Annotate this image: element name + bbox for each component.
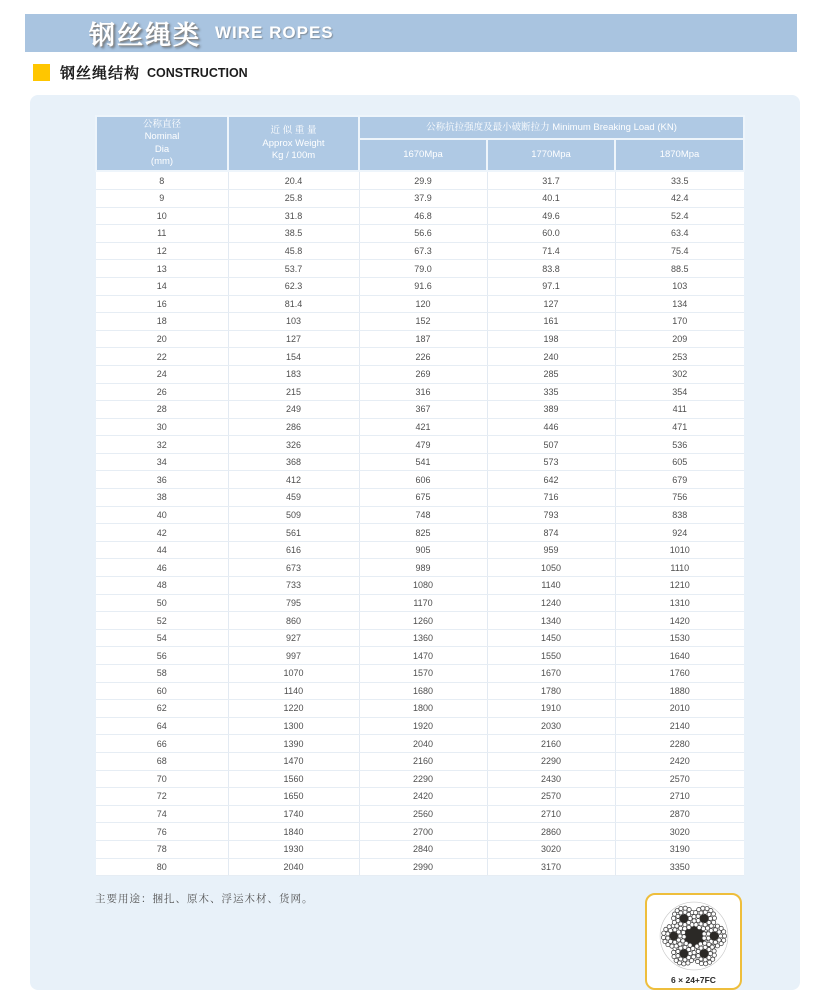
table-cell: 83.8 <box>487 260 615 278</box>
table-cell: 40 <box>96 506 228 524</box>
table-row <box>96 489 744 507</box>
table-body <box>96 171 744 875</box>
table-cell: 642 <box>487 471 615 489</box>
table-cell: 860 <box>228 612 359 630</box>
table-cell: 16 <box>96 295 228 313</box>
table-cell: 28 <box>96 401 228 419</box>
table-cell: 10 <box>96 207 228 225</box>
table-cell: 1310 <box>615 594 744 612</box>
table-cell: 25.8 <box>228 189 359 207</box>
table-cell: 24 <box>96 365 228 383</box>
table-cell: 606 <box>359 471 487 489</box>
table-cell: 63.4 <box>615 225 744 243</box>
table-cell: 46 <box>96 559 228 577</box>
table-cell: 756 <box>615 489 744 507</box>
table-cell: 1450 <box>487 629 615 647</box>
table-cell: 1470 <box>359 647 487 665</box>
table-row <box>96 225 744 243</box>
table-row <box>96 171 744 189</box>
header-line: 近 似 重 量 <box>270 125 317 137</box>
table-cell: 31.8 <box>228 207 359 225</box>
table-cell: 2840 <box>359 840 487 858</box>
table-cell: 459 <box>228 489 359 507</box>
table-cell: 673 <box>228 559 359 577</box>
table-cell: 389 <box>487 401 615 419</box>
table-cell: 215 <box>228 383 359 401</box>
table-cell: 421 <box>359 418 487 436</box>
header-breaking-load: 公称抗拉强度及最小破断拉力 Minimum Breaking Load (KN) <box>359 116 744 139</box>
table-cell: 507 <box>487 436 615 454</box>
table-row <box>96 770 744 788</box>
table-cell: 541 <box>359 453 487 471</box>
table-cell: 76 <box>96 823 228 841</box>
table-row <box>96 471 744 489</box>
table-cell: 67.3 <box>359 242 487 260</box>
table-cell: 573 <box>487 453 615 471</box>
table-cell: 1110 <box>615 559 744 577</box>
table-cell: 30 <box>96 418 228 436</box>
table-cell: 1140 <box>228 682 359 700</box>
table-cell: 60.0 <box>487 225 615 243</box>
table-cell: 2420 <box>615 752 744 770</box>
table-cell: 74 <box>96 805 228 823</box>
table-cell: 316 <box>359 383 487 401</box>
table-cell: 2040 <box>359 735 487 753</box>
table-row <box>96 277 744 295</box>
table-cell: 40.1 <box>487 189 615 207</box>
yellow-bullet-square <box>33 64 50 81</box>
table-cell: 1650 <box>228 788 359 806</box>
table-cell: 285 <box>487 365 615 383</box>
table-cell: 1360 <box>359 629 487 647</box>
table-cell: 446 <box>487 418 615 436</box>
table-row <box>96 629 744 647</box>
table-cell: 3020 <box>615 823 744 841</box>
table-cell: 2280 <box>615 735 744 753</box>
table-cell: 2290 <box>359 770 487 788</box>
usage-note: 主要用途：捆扎、原木、浮运木材、货网。 <box>95 893 314 905</box>
table-row <box>96 295 744 313</box>
table-cell: 748 <box>359 506 487 524</box>
header-grade-1870: 1870Mpa <box>615 139 744 171</box>
table-cell: 536 <box>615 436 744 454</box>
table-cell: 471 <box>615 418 744 436</box>
table-cell: 1420 <box>615 612 744 630</box>
table-cell: 11 <box>96 225 228 243</box>
table-cell: 152 <box>359 313 487 331</box>
table-cell: 38 <box>96 489 228 507</box>
table-cell: 71.4 <box>487 242 615 260</box>
section-header <box>33 62 248 83</box>
table-cell: 42 <box>96 524 228 542</box>
table-cell: 29.9 <box>359 171 487 189</box>
table-cell: 795 <box>228 594 359 612</box>
header-grade-1770: 1770Mpa <box>487 139 615 171</box>
table-cell: 72 <box>96 788 228 806</box>
table-cell: 1170 <box>359 594 487 612</box>
header-line: Approx Weight <box>262 137 325 149</box>
table-header <box>96 116 744 171</box>
table-row <box>96 805 744 823</box>
table-cell: 66 <box>96 735 228 753</box>
table-row <box>96 189 744 207</box>
table-cell: 2990 <box>359 858 487 876</box>
table-cell: 368 <box>228 453 359 471</box>
header-nominal-dia <box>96 116 228 171</box>
table-cell: 37.9 <box>359 189 487 207</box>
table-cell: 509 <box>228 506 359 524</box>
table-cell: 1550 <box>487 647 615 665</box>
table-cell: 253 <box>615 348 744 366</box>
table-cell: 3020 <box>487 840 615 858</box>
table-cell: 825 <box>359 524 487 542</box>
table-cell: 2560 <box>359 805 487 823</box>
table-cell: 64 <box>96 717 228 735</box>
table-cell: 2290 <box>487 752 615 770</box>
table-cell: 52 <box>96 612 228 630</box>
table-cell: 3170 <box>487 858 615 876</box>
header-grade-1670: 1670Mpa <box>359 139 487 171</box>
table-cell: 793 <box>487 506 615 524</box>
table-cell: 2700 <box>359 823 487 841</box>
table-cell: 2140 <box>615 717 744 735</box>
section-title-chinese: 钢丝绳结构 <box>60 65 141 82</box>
table-cell: 927 <box>228 629 359 647</box>
table-cell: 49.6 <box>487 207 615 225</box>
table-cell: 12 <box>96 242 228 260</box>
table-row <box>96 735 744 753</box>
table-cell: 50 <box>96 594 228 612</box>
table-cell: 91.6 <box>359 277 487 295</box>
table-cell: 326 <box>228 436 359 454</box>
table-row <box>96 858 744 876</box>
table-cell: 127 <box>487 295 615 313</box>
table-cell: 33.5 <box>615 171 744 189</box>
table-cell: 367 <box>359 401 487 419</box>
table-row <box>96 577 744 595</box>
table-cell: 45.8 <box>228 242 359 260</box>
header-line: Nominal <box>144 131 180 143</box>
table-cell: 42.4 <box>615 189 744 207</box>
table-cell: 605 <box>615 453 744 471</box>
table-cell: 2430 <box>487 770 615 788</box>
table-cell: 335 <box>487 383 615 401</box>
table-cell: 81.4 <box>228 295 359 313</box>
table-row <box>96 700 744 718</box>
table-cell: 2030 <box>487 717 615 735</box>
table-cell: 9 <box>96 189 228 207</box>
table-cell: 1570 <box>359 665 487 683</box>
table-cell: 1930 <box>228 840 359 858</box>
table-cell: 249 <box>228 401 359 419</box>
table-cell: 36 <box>96 471 228 489</box>
table-cell: 240 <box>487 348 615 366</box>
table-row <box>96 207 744 225</box>
table-cell: 75.4 <box>615 242 744 260</box>
table-cell: 1530 <box>615 629 744 647</box>
table-row <box>96 365 744 383</box>
table-cell: 103 <box>228 313 359 331</box>
table-cell: 269 <box>359 365 487 383</box>
table-cell: 924 <box>615 524 744 542</box>
table-cell: 2040 <box>228 858 359 876</box>
table-cell: 170 <box>615 313 744 331</box>
table-cell: 1920 <box>359 717 487 735</box>
table-cell: 997 <box>228 647 359 665</box>
table-cell: 905 <box>359 541 487 559</box>
table-cell: 56 <box>96 647 228 665</box>
table-cell: 1880 <box>615 682 744 700</box>
table-cell: 2010 <box>615 700 744 718</box>
table-cell: 1840 <box>228 823 359 841</box>
table-cell: 959 <box>487 541 615 559</box>
table-cell: 874 <box>487 524 615 542</box>
table-cell: 198 <box>487 330 615 348</box>
table-cell: 1390 <box>228 735 359 753</box>
table-row <box>96 401 744 419</box>
table-cell: 1760 <box>615 665 744 683</box>
table-cell: 675 <box>359 489 487 507</box>
table-cell: 120 <box>359 295 487 313</box>
table-cell: 80 <box>96 858 228 876</box>
table-cell: 26 <box>96 383 228 401</box>
page-title-chinese: 钢丝绳类 <box>89 19 202 50</box>
table-cell: 2710 <box>615 788 744 806</box>
table-cell: 2160 <box>359 752 487 770</box>
rope-construction-box <box>645 893 742 990</box>
table-row <box>96 330 744 348</box>
table-cell: 60 <box>96 682 228 700</box>
table-row <box>96 823 744 841</box>
table-cell: 44 <box>96 541 228 559</box>
table-row <box>96 665 744 683</box>
table-cell: 354 <box>615 383 744 401</box>
table-cell: 154 <box>228 348 359 366</box>
table-cell: 989 <box>359 559 487 577</box>
table-cell: 1470 <box>228 752 359 770</box>
table-cell: 2860 <box>487 823 615 841</box>
table-cell: 53.7 <box>228 260 359 278</box>
table-cell: 38.5 <box>228 225 359 243</box>
table-cell: 302 <box>615 365 744 383</box>
table-cell: 1670 <box>487 665 615 683</box>
table-row <box>96 594 744 612</box>
section-title-english: CONSTRUCTION <box>147 65 248 80</box>
table-cell: 68 <box>96 752 228 770</box>
table-cell: 20 <box>96 330 228 348</box>
table-cell: 1260 <box>359 612 487 630</box>
table-row <box>96 348 744 366</box>
rope-cross-section-icon <box>655 897 733 975</box>
table-cell: 1300 <box>228 717 359 735</box>
table-cell: 14 <box>96 277 228 295</box>
table-cell: 411 <box>615 401 744 419</box>
table-cell: 2160 <box>487 735 615 753</box>
table-row <box>96 612 744 630</box>
table-cell: 2710 <box>487 805 615 823</box>
table-cell: 1910 <box>487 700 615 718</box>
page-title-band <box>25 14 797 52</box>
table-cell: 561 <box>228 524 359 542</box>
table-cell: 1220 <box>228 700 359 718</box>
table-cell: 226 <box>359 348 487 366</box>
table-cell: 127 <box>228 330 359 348</box>
table-cell: 1780 <box>487 682 615 700</box>
table-cell: 479 <box>359 436 487 454</box>
table-cell: 79.0 <box>359 260 487 278</box>
table-cell: 1210 <box>615 577 744 595</box>
table-cell: 56.6 <box>359 225 487 243</box>
wire-rope-spec-table <box>95 115 745 876</box>
table-cell: 3190 <box>615 840 744 858</box>
table-cell: 209 <box>615 330 744 348</box>
table-cell: 733 <box>228 577 359 595</box>
table-cell: 187 <box>359 330 487 348</box>
table-cell: 1080 <box>359 577 487 595</box>
table-row <box>96 752 744 770</box>
table-cell: 1240 <box>487 594 615 612</box>
table-row <box>96 313 744 331</box>
table-row <box>96 524 744 542</box>
table-row <box>96 647 744 665</box>
table-row <box>96 506 744 524</box>
table-cell: 2570 <box>487 788 615 806</box>
table-cell: 78 <box>96 840 228 858</box>
table-cell: 70 <box>96 770 228 788</box>
table-row <box>96 840 744 858</box>
table-row <box>96 788 744 806</box>
table-cell: 1640 <box>615 647 744 665</box>
table-cell: 1340 <box>487 612 615 630</box>
table-cell: 1050 <box>487 559 615 577</box>
table-cell: 48 <box>96 577 228 595</box>
table-cell: 183 <box>228 365 359 383</box>
table-row <box>96 717 744 735</box>
table-row <box>96 260 744 278</box>
table-cell: 2420 <box>359 788 487 806</box>
table-cell: 412 <box>228 471 359 489</box>
table-row <box>96 453 744 471</box>
rope-construction-label: 6 × 24+7FC <box>671 975 716 985</box>
table-cell: 616 <box>228 541 359 559</box>
table-row <box>96 436 744 454</box>
table-cell: 58 <box>96 665 228 683</box>
table-cell: 54 <box>96 629 228 647</box>
page-title-english: WIRE ROPES <box>215 23 334 42</box>
table-cell: 13 <box>96 260 228 278</box>
table-cell: 103 <box>615 277 744 295</box>
table-cell: 20.4 <box>228 171 359 189</box>
table-row <box>96 559 744 577</box>
table-cell: 22 <box>96 348 228 366</box>
table-cell: 31.7 <box>487 171 615 189</box>
table-cell: 2570 <box>615 770 744 788</box>
table-cell: 18 <box>96 313 228 331</box>
table-cell: 161 <box>487 313 615 331</box>
table-row <box>96 242 744 260</box>
table-cell: 97.1 <box>487 277 615 295</box>
table-cell: 1740 <box>228 805 359 823</box>
table-cell: 286 <box>228 418 359 436</box>
table-cell: 8 <box>96 171 228 189</box>
table-cell: 679 <box>615 471 744 489</box>
table-row <box>96 682 744 700</box>
table-cell: 34 <box>96 453 228 471</box>
table-cell: 134 <box>615 295 744 313</box>
table-cell: 1140 <box>487 577 615 595</box>
table-cell: 2870 <box>615 805 744 823</box>
table-cell: 32 <box>96 436 228 454</box>
table-cell: 838 <box>615 506 744 524</box>
table-cell: 1560 <box>228 770 359 788</box>
table-cell: 3350 <box>615 858 744 876</box>
header-line: Kg / 100m <box>271 149 316 161</box>
table-cell: 88.5 <box>615 260 744 278</box>
header-line: (mm) <box>150 156 174 168</box>
table-cell: 52.4 <box>615 207 744 225</box>
header-approx-weight <box>228 116 359 171</box>
table-row <box>96 383 744 401</box>
table-cell: 716 <box>487 489 615 507</box>
header-line: 公称直径 <box>142 119 181 130</box>
table-row <box>96 418 744 436</box>
table-row <box>96 541 744 559</box>
table-cell: 1070 <box>228 665 359 683</box>
header-line: Dia <box>154 143 170 155</box>
table-cell: 62.3 <box>228 277 359 295</box>
table-cell: 1800 <box>359 700 487 718</box>
table-cell: 1680 <box>359 682 487 700</box>
table-cell: 62 <box>96 700 228 718</box>
table-cell: 1010 <box>615 541 744 559</box>
table-cell: 46.8 <box>359 207 487 225</box>
